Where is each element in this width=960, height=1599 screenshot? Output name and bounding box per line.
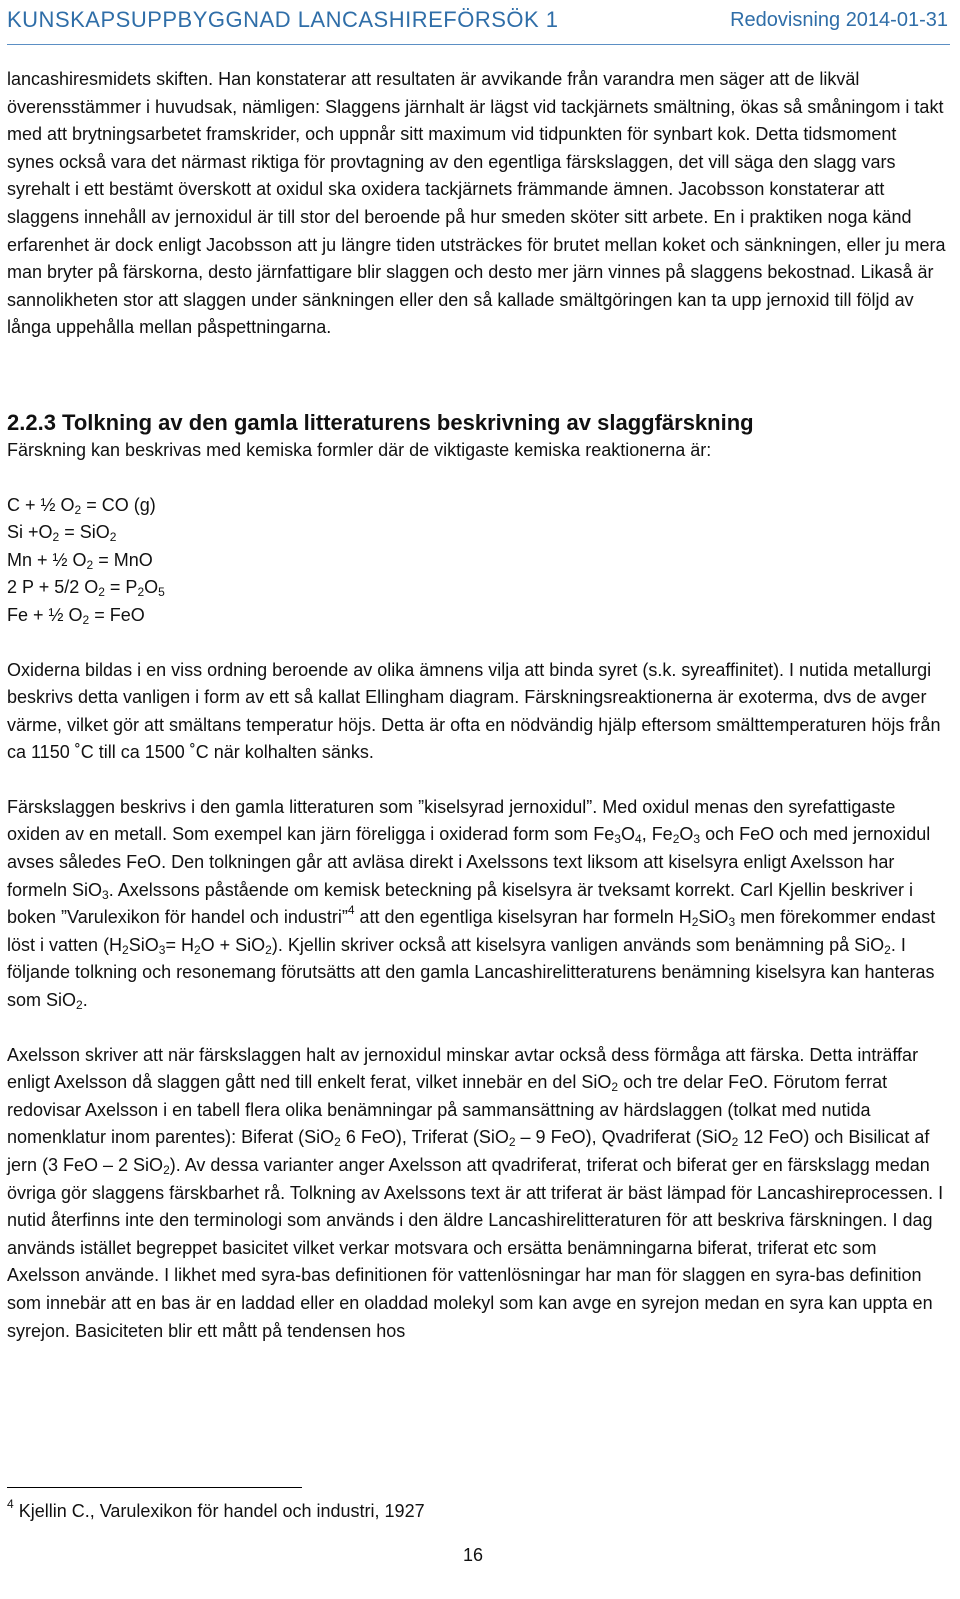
formula-carbon: C + ½ $O_2$ = CO (g) — [7, 494, 156, 517]
paragraph-jacobsson: lancashiresmidets skiften. Han konstaterar att resultaten är avvikande från varandra men säger att de likväl överensstämmer i huvudsak, nämligen: Slaggens järnhalt är lägst vid tackjärnets smältning, ökas så småningom i takt med att brytningsarbetet framskrider, och uppnår sitt maximum vid tidpunkten för synbart kok. Detta tidsmoment synes också vara det närmast riktiga för provtagning av den egentliga färskslaggen, det vill säga den slagg vars syrehalt i ett bestämt överskott at oxidul ska oxidera tackjärnets främmande ämnen. Jacobsson konstaterar att slaggens innehåll av jernoxidul är till stor del beroende på hur smeden sköter sitt arbete. En i praktiken noga känd erfarenhet är dock enligt Jacobsson att ju längre tiden utsträckes för brutet mellan koket och sänkningen, eller ju mera man bryter på färskorna, desto järnfattigare blir slaggen och desto mer järn vinnes på slaggens bekostnad. Likaså är sannolikheten stor att slaggen under sänkningen eller den så kallade smältgöringen kan ta upp jernoxid till följd av långa uppehålla mellan påspettningarna. — [7, 69, 946, 338]
page-number: 16 — [463, 1545, 484, 1565]
formula-silicon: $Si +O_2 = SiO_2$ — [7, 522, 117, 545]
formula-iron: Fe + ½ $O_2$ = FeO — [7, 604, 145, 627]
formula-list — [7, 492, 947, 630]
header-date: Redovisning 2014-01-31 — [730, 9, 948, 31]
formula-phosphorus: 2 P + 5/2 $O_2 = P_2O_5$ — [7, 577, 165, 600]
formula-manganese: Mn + ½ $O_2$ = MnO — [7, 549, 153, 572]
header-title: KUNSKAPSUPPBYGGNAD LANCASHIREFÖRSÖK 1 — [7, 7, 559, 32]
footnote: $^4$ Kjellin C., Varulexikon för handel och industri, 1927 — [7, 1497, 425, 1521]
footnote-marker: 4 — [7, 1497, 14, 1511]
footnote-divider — [7, 1487, 302, 1488]
paragraph-basicitet: Axelsson skriver att när färskslaggen halt av jernoxidul minskar avtar också dess förmåga att färska. Detta inträffar enligt Axelsson då slaggen gått ned till enkelt ferat, vilket innebär en del SiO$_2$ och tre delar FeO. Förutom ferrat redovisar Axelsson i en tabell flera olika benämningar på sammansättning av härdslaggen (tolkat med nutida nomenklatur inom parentes): Biferat (SiO$_2$ 6 FeO), Triferat (SiO$_2$ – 9 FeO), Qvadriferat (SiO$_2$ 12 FeO) och Bisilicat af jern (3 FeO – 2 SiO$_2$). Av dessa varianter anger Axelsson att qvadriferat, triferat och biferat ger en färskslagg medan övriga gör slaggens färskbarhet rå. Tolkning av Axelssons text är att triferat är bäst lämpad för Lancashireprocessen. I nutid återfinns inte den terminologi som används i den äldre Lancashirelitteraturen för att beskriva färskningen. I dag används istället begreppet basicitet vilket verkar motsvara och ersätta benämningarna biferat, triferat etc som Axelsson använde. I likhet med syra-bas definitionen för vattenlösningar har man för slaggen en syra-bas definition som innebär att en bas är en laddad eller en oladdad molekyl som kan avge en syrejon medan en syra kan uppta en syrejon. Basiciteten blir ett mått på tendensen hos — [7, 1044, 944, 1341]
section-intro: Färskning kan beskrivas med kemiska formler där de viktigaste kemiska reaktionerna är: — [7, 439, 712, 460]
paragraph-kiselsyra: Färskslaggen beskrivs i den gamla litteraturen som ”kiselsyrad jernoxidul”. Med oxidul menas den syrefattigaste oxiden av en metall. Som exempel kan järn föreligga i oxiderad form som $Fe_3O_4$, $Fe_2O_3$ och FeO och med jernoxidul avses således FeO. Den tolkningen går att avläsa direkt i Axelssons text liksom att kiselsyra enligt Axelsson har formeln SiO$_3$. Axelssons påstående om kemisk beteckning på kiselsyra är tveksamt korrekt. Carl Kjellin beskriver i boken ”Varulexikon för handel och industri”$^4$ att den egentliga kiselsyran har formeln $H_2SiO_3$ men förekommer endast löst i vatten $(H_2SiO_3= H_2O + SiO_2)$. Kjellin skriver också att kiselsyra vanligen används som benämning på SiO$_2$. I följande tolkning och resonemang förutsätts att den gamla Lancashirelitteraturens benämning kiselsyra kan hanteras som SiO$_2$. — [7, 796, 936, 1013]
footnote-reference: 4 — [347, 903, 355, 918]
paragraph-oxidation: Oxiderna bildas i en viss ordning beroende av olika ämnens vilja att binda syret (s.k. syreaffinitet). I nutida metallurgi beskrivs detta vanligen i form av ett så kallat Ellingham diagram. Färskningsreaktionerna är exoterma, dvs de avger värme, vilket gör att smältans temperatur höjs. Detta är ofta en nödvändig hjälp eftersom smälttemperaturen höjs från ca 1150 ˚C till ca 1500 ˚C när kolhalten sänks. — [7, 659, 941, 763]
section-heading: 2.2.3 Tolkning av den gamla litteraturens beskrivning av slaggfärskning — [7, 409, 754, 435]
page-header — [7, 4, 950, 45]
document-body — [7, 66, 947, 1345]
